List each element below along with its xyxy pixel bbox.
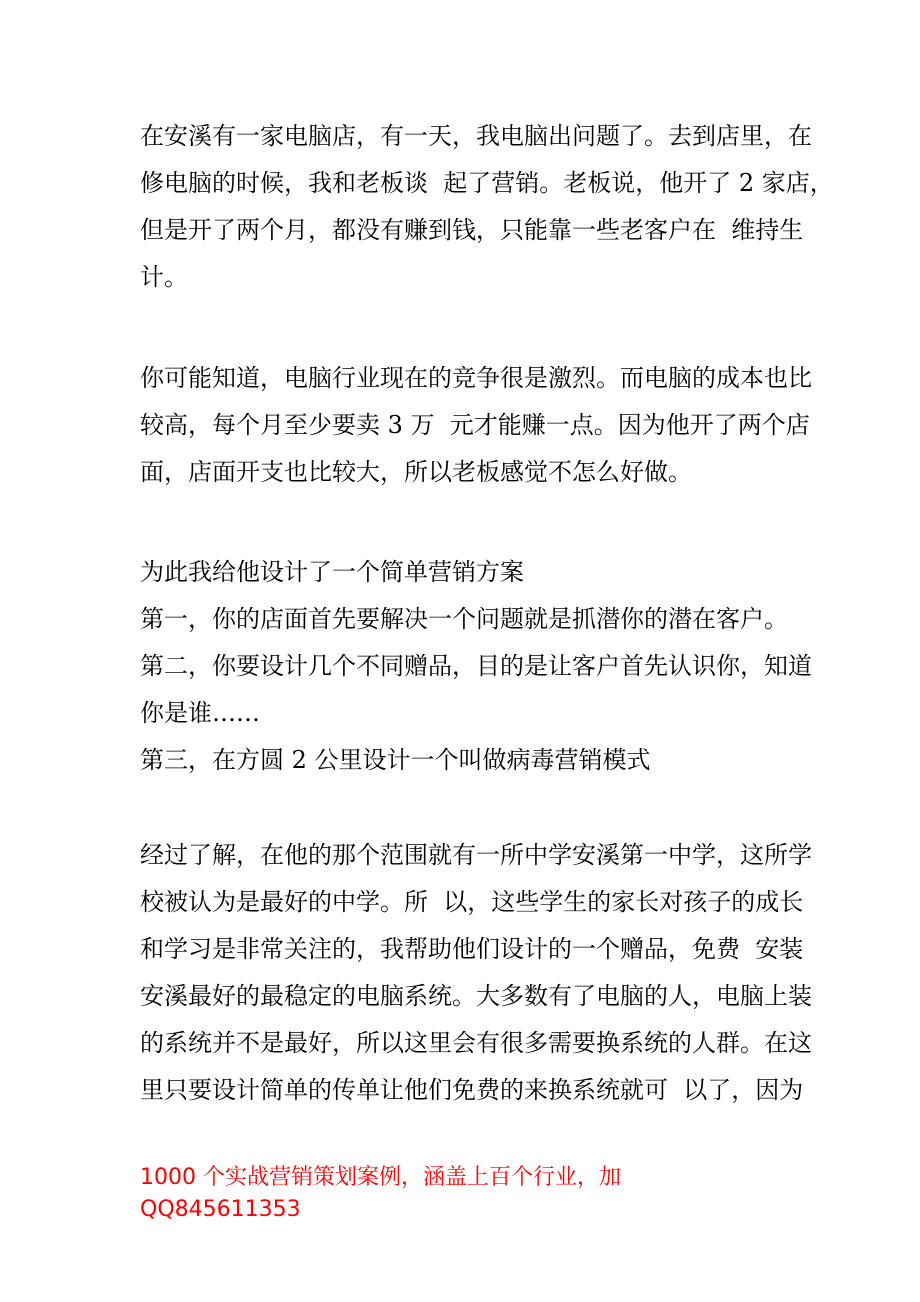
paragraph-line: 校被认为是最好的中学。所 以，这些学生的家长对孩子的成长 [140,888,804,916]
footer-ad [140,1162,790,1226]
paragraph-3 [140,549,812,784]
paragraph-line: 你可能知道，电脑行业现在的竞争很是激烈。而电脑的成本也比 [140,364,812,392]
paragraph-2 [140,355,812,496]
paragraph-line: 为此我给他设计了一个简单营销方案 [140,558,524,586]
paragraph-line: 在安溪有一家电脑店，有一天，我电脑出问题了。去到店里，在 [140,122,812,150]
paragraph-line: 面，店面开支也比较大，所以老板感觉不怎么好做。 [140,458,692,486]
paragraph-line: 计。 [140,263,188,291]
paragraph-line: 和学习是非常关注的，我帮助他们设计的一个赠品，免费 安装 [140,935,804,963]
paragraph-line: 第三，在方圆 2 公里设计一个叫做病毒营销模式 [140,746,651,774]
paragraph-line: 修电脑的时候，我和老板谈 起了营销。老板说，他开了 2 家店， [140,169,834,197]
paragraph-line: 但是开了两个月，都没有赚到钱，只能靠一些老客户在 维持生 [140,216,804,244]
footer-ad-line: 1000 个实战营销策划案例，涵盖上百个行业，加 [140,1165,621,1190]
footer-ad-line: QQ845611353 [140,1197,301,1222]
paragraph-line: 经过了解，在他的那个范围就有一所中学安溪第一中学，这所学 [140,841,812,869]
paragraph-line: 安溪最好的最稳定的电脑系统。大多数有了电脑的人，电脑上装 [140,982,812,1010]
paragraph-line: 较高，每个月至少要卖 3 万 元才能赚一点。因为他开了两个店 [140,411,810,439]
paragraph-line: 第一，你的店面首先要解决一个问题就是抓潜你的潜在客户。 [140,605,788,633]
paragraph-line: 你是谁…… [140,699,260,727]
paragraph-line: 里只要设计简单的传单让他们免费的来换系统就可 以了，因为 [140,1076,804,1104]
paragraph-line: 的系统并不是最好，所以这里会有很多需要换系统的人群。在这 [140,1029,812,1057]
paragraph-1 [140,113,834,301]
paragraph-4 [140,832,812,1114]
paragraph-line: 第二，你要设计几个不同赠品，目的是让客户首先认识你，知道 [140,652,812,680]
